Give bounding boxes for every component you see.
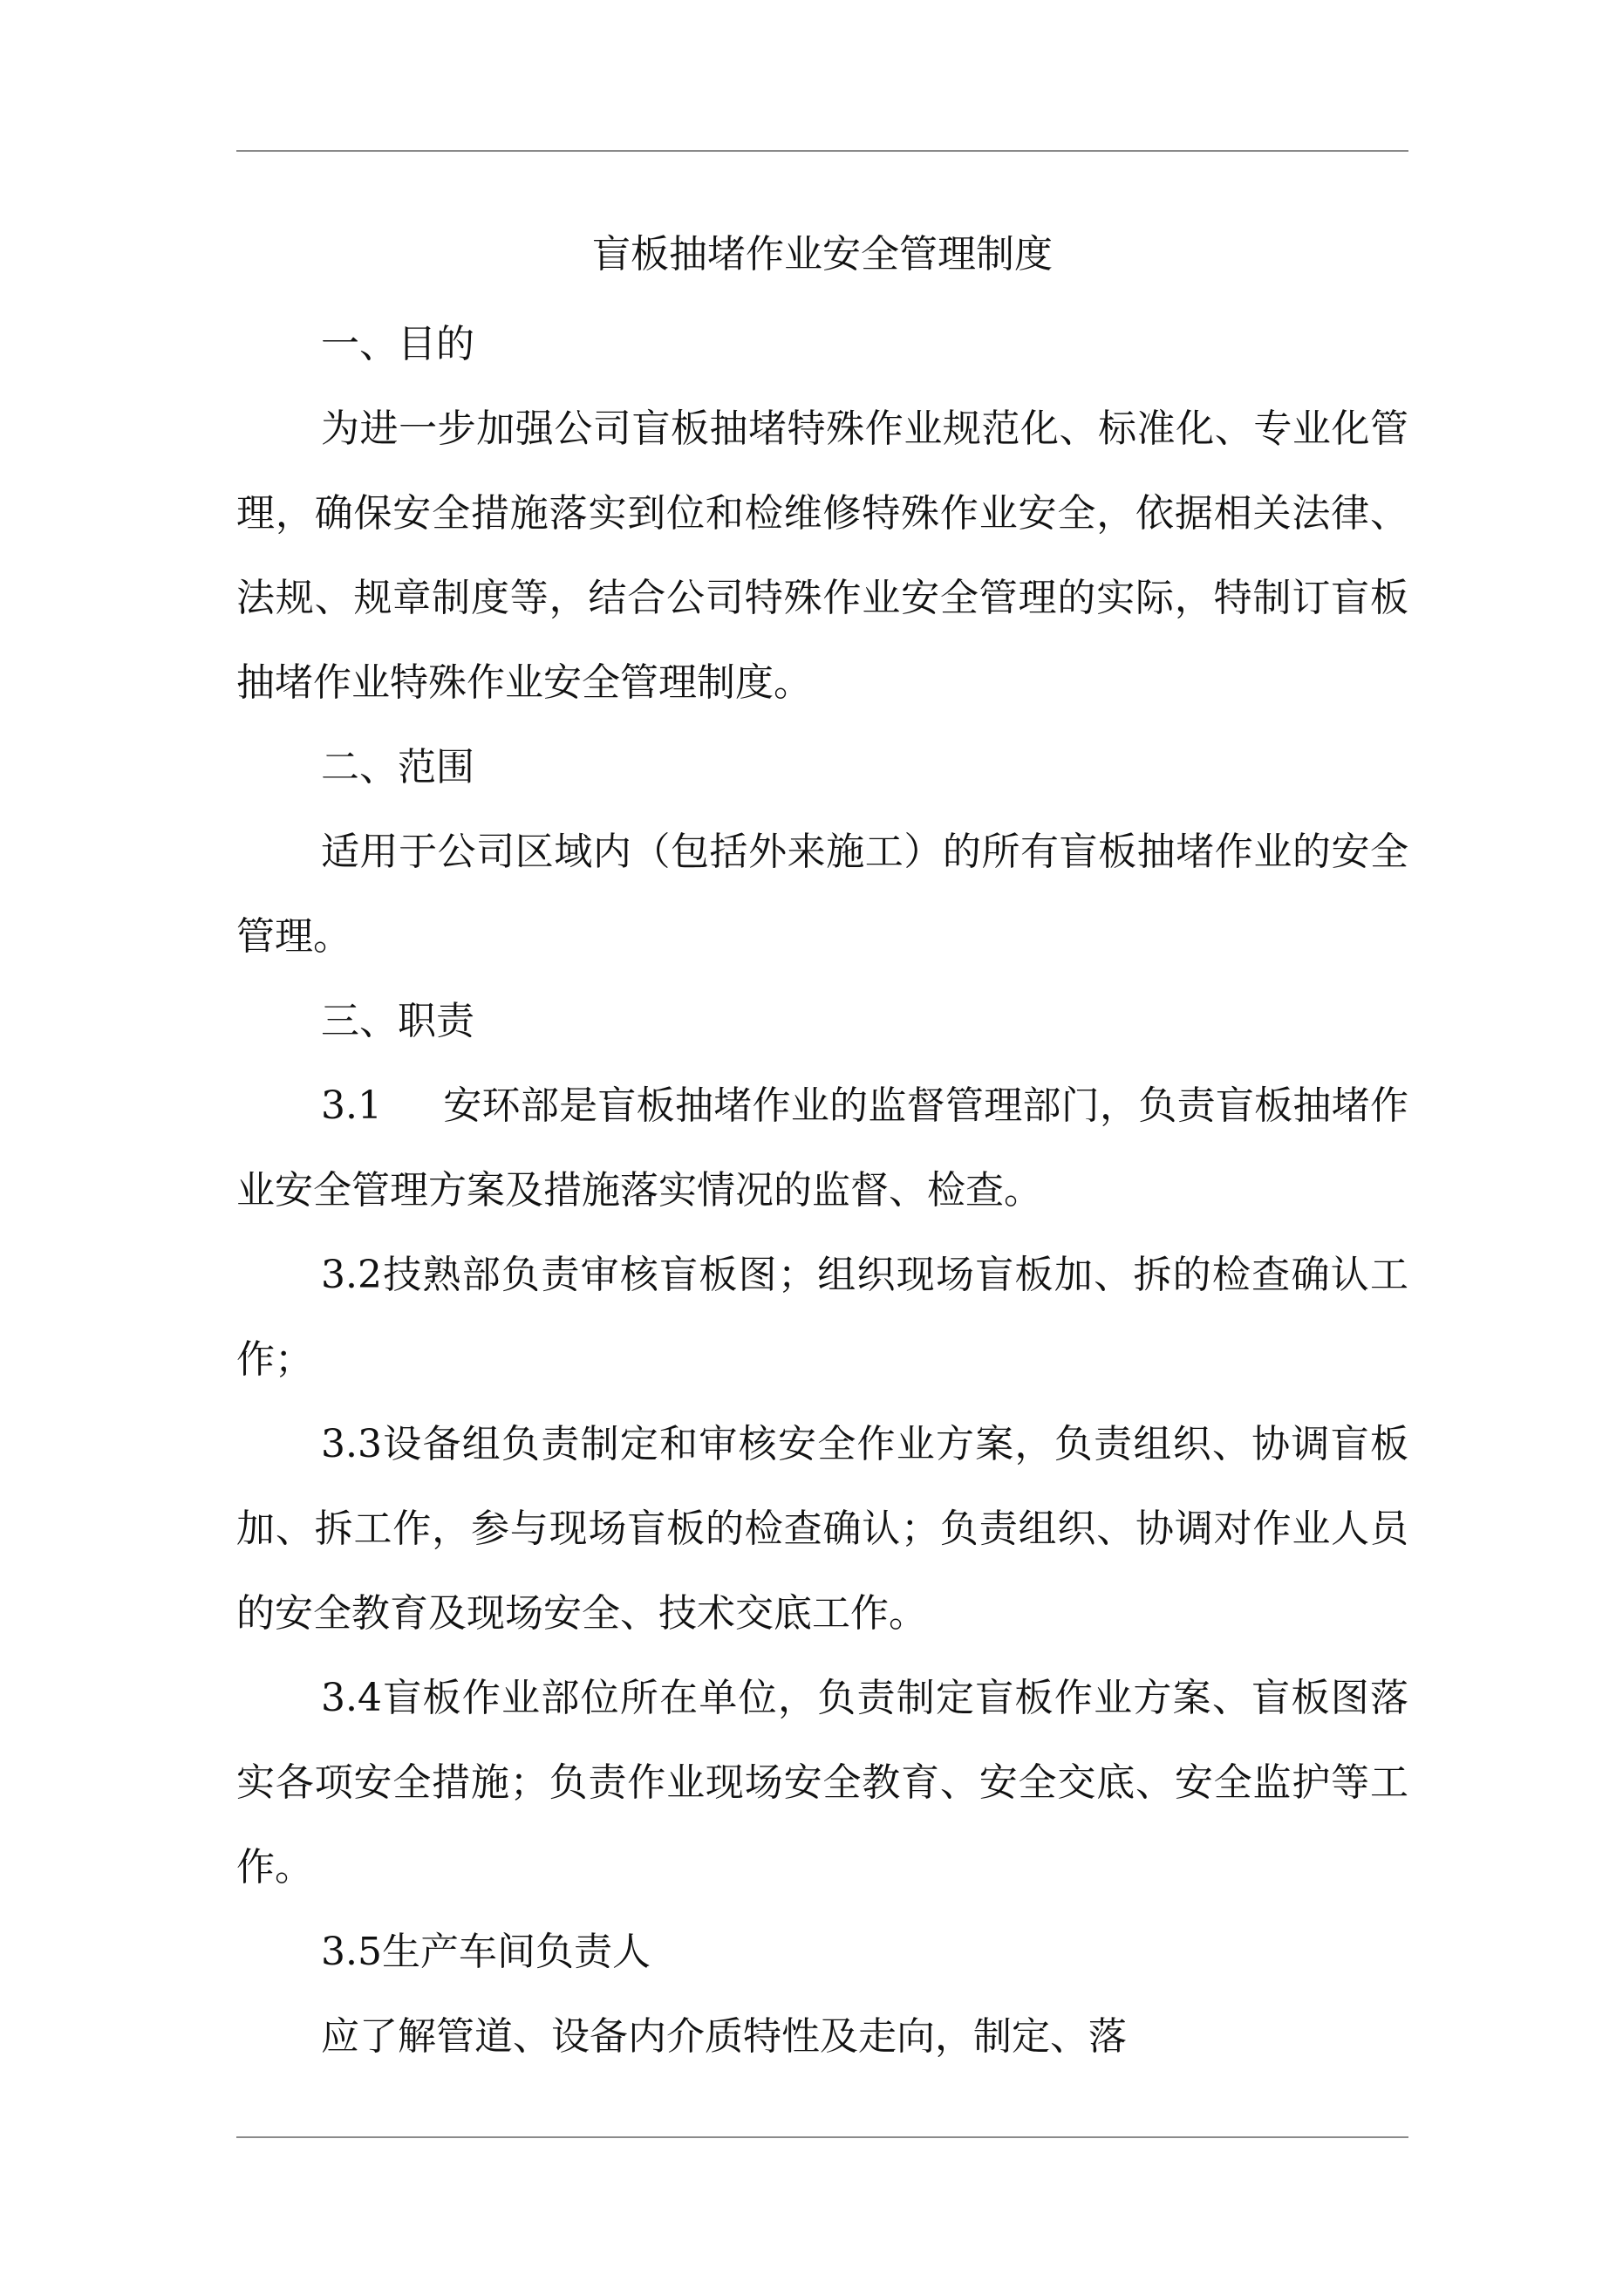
paragraph-3-2: 3.2技熟部负责审核盲板图；组织现场盲板加、拆的检查确认工作； xyxy=(236,1253,1408,1382)
paragraph-3-5-text: 应了解管道、设备内介质特性及走向，制定、落 xyxy=(321,2014,1127,2059)
clause-number-3-1: 3.1 xyxy=(321,1083,382,1128)
clause-text-3-1: 安环部是盲板抽堵作业的监督管理部门，负责盲板抽堵作业安全管理方案及措施落实情况的监督、检查。 xyxy=(236,1083,1408,1213)
paragraph-3-5-heading: 3.5生产车间负责人 xyxy=(321,1930,651,1974)
paragraph-3-1 xyxy=(236,1063,1408,1233)
document-body xyxy=(236,218,1408,2079)
paragraph-purpose: 为进一步加强公司盲板抽堵特殊作业规范化、标准化、专业化管理，确保安全措施落实到位和检维修特殊作业安全，依据相关法律、法规、规章制度等，结合公司特殊作业安全管理的实际，特制订盲板抽堵作业特殊作业安全管理制度。 xyxy=(236,407,1408,705)
section-heading-responsibilities: 三、职责 xyxy=(321,999,474,1043)
paragraph-3-4: 3.4盲板作业部位所在单位，负责制定盲板作业方案、盲板图落实各项安全措施；负责作业现场安全教育、安全交底、安全监护等工作。 xyxy=(236,1676,1408,1889)
paragraph-3-3: 3.3设备组负责制定和审核安全作业方案，负责组织、协调盲板加、拆工作，参与现场盲板的检查确认；负责组织、协调对作业人员的安全教育及现场安全、技术交底工作。 xyxy=(236,1422,1408,1636)
header-rule xyxy=(236,150,1408,152)
paragraph-scope: 适用于公司区域内（包括外来施工）的所有盲板抽堵作业的安全管理。 xyxy=(236,830,1408,959)
section-heading-purpose: 一、目的 xyxy=(321,322,474,366)
footer-rule xyxy=(236,2136,1408,2138)
document-title: 盲板抽堵作业安全管理制度 xyxy=(592,232,1053,277)
section-heading-scope: 二、范围 xyxy=(321,745,474,789)
